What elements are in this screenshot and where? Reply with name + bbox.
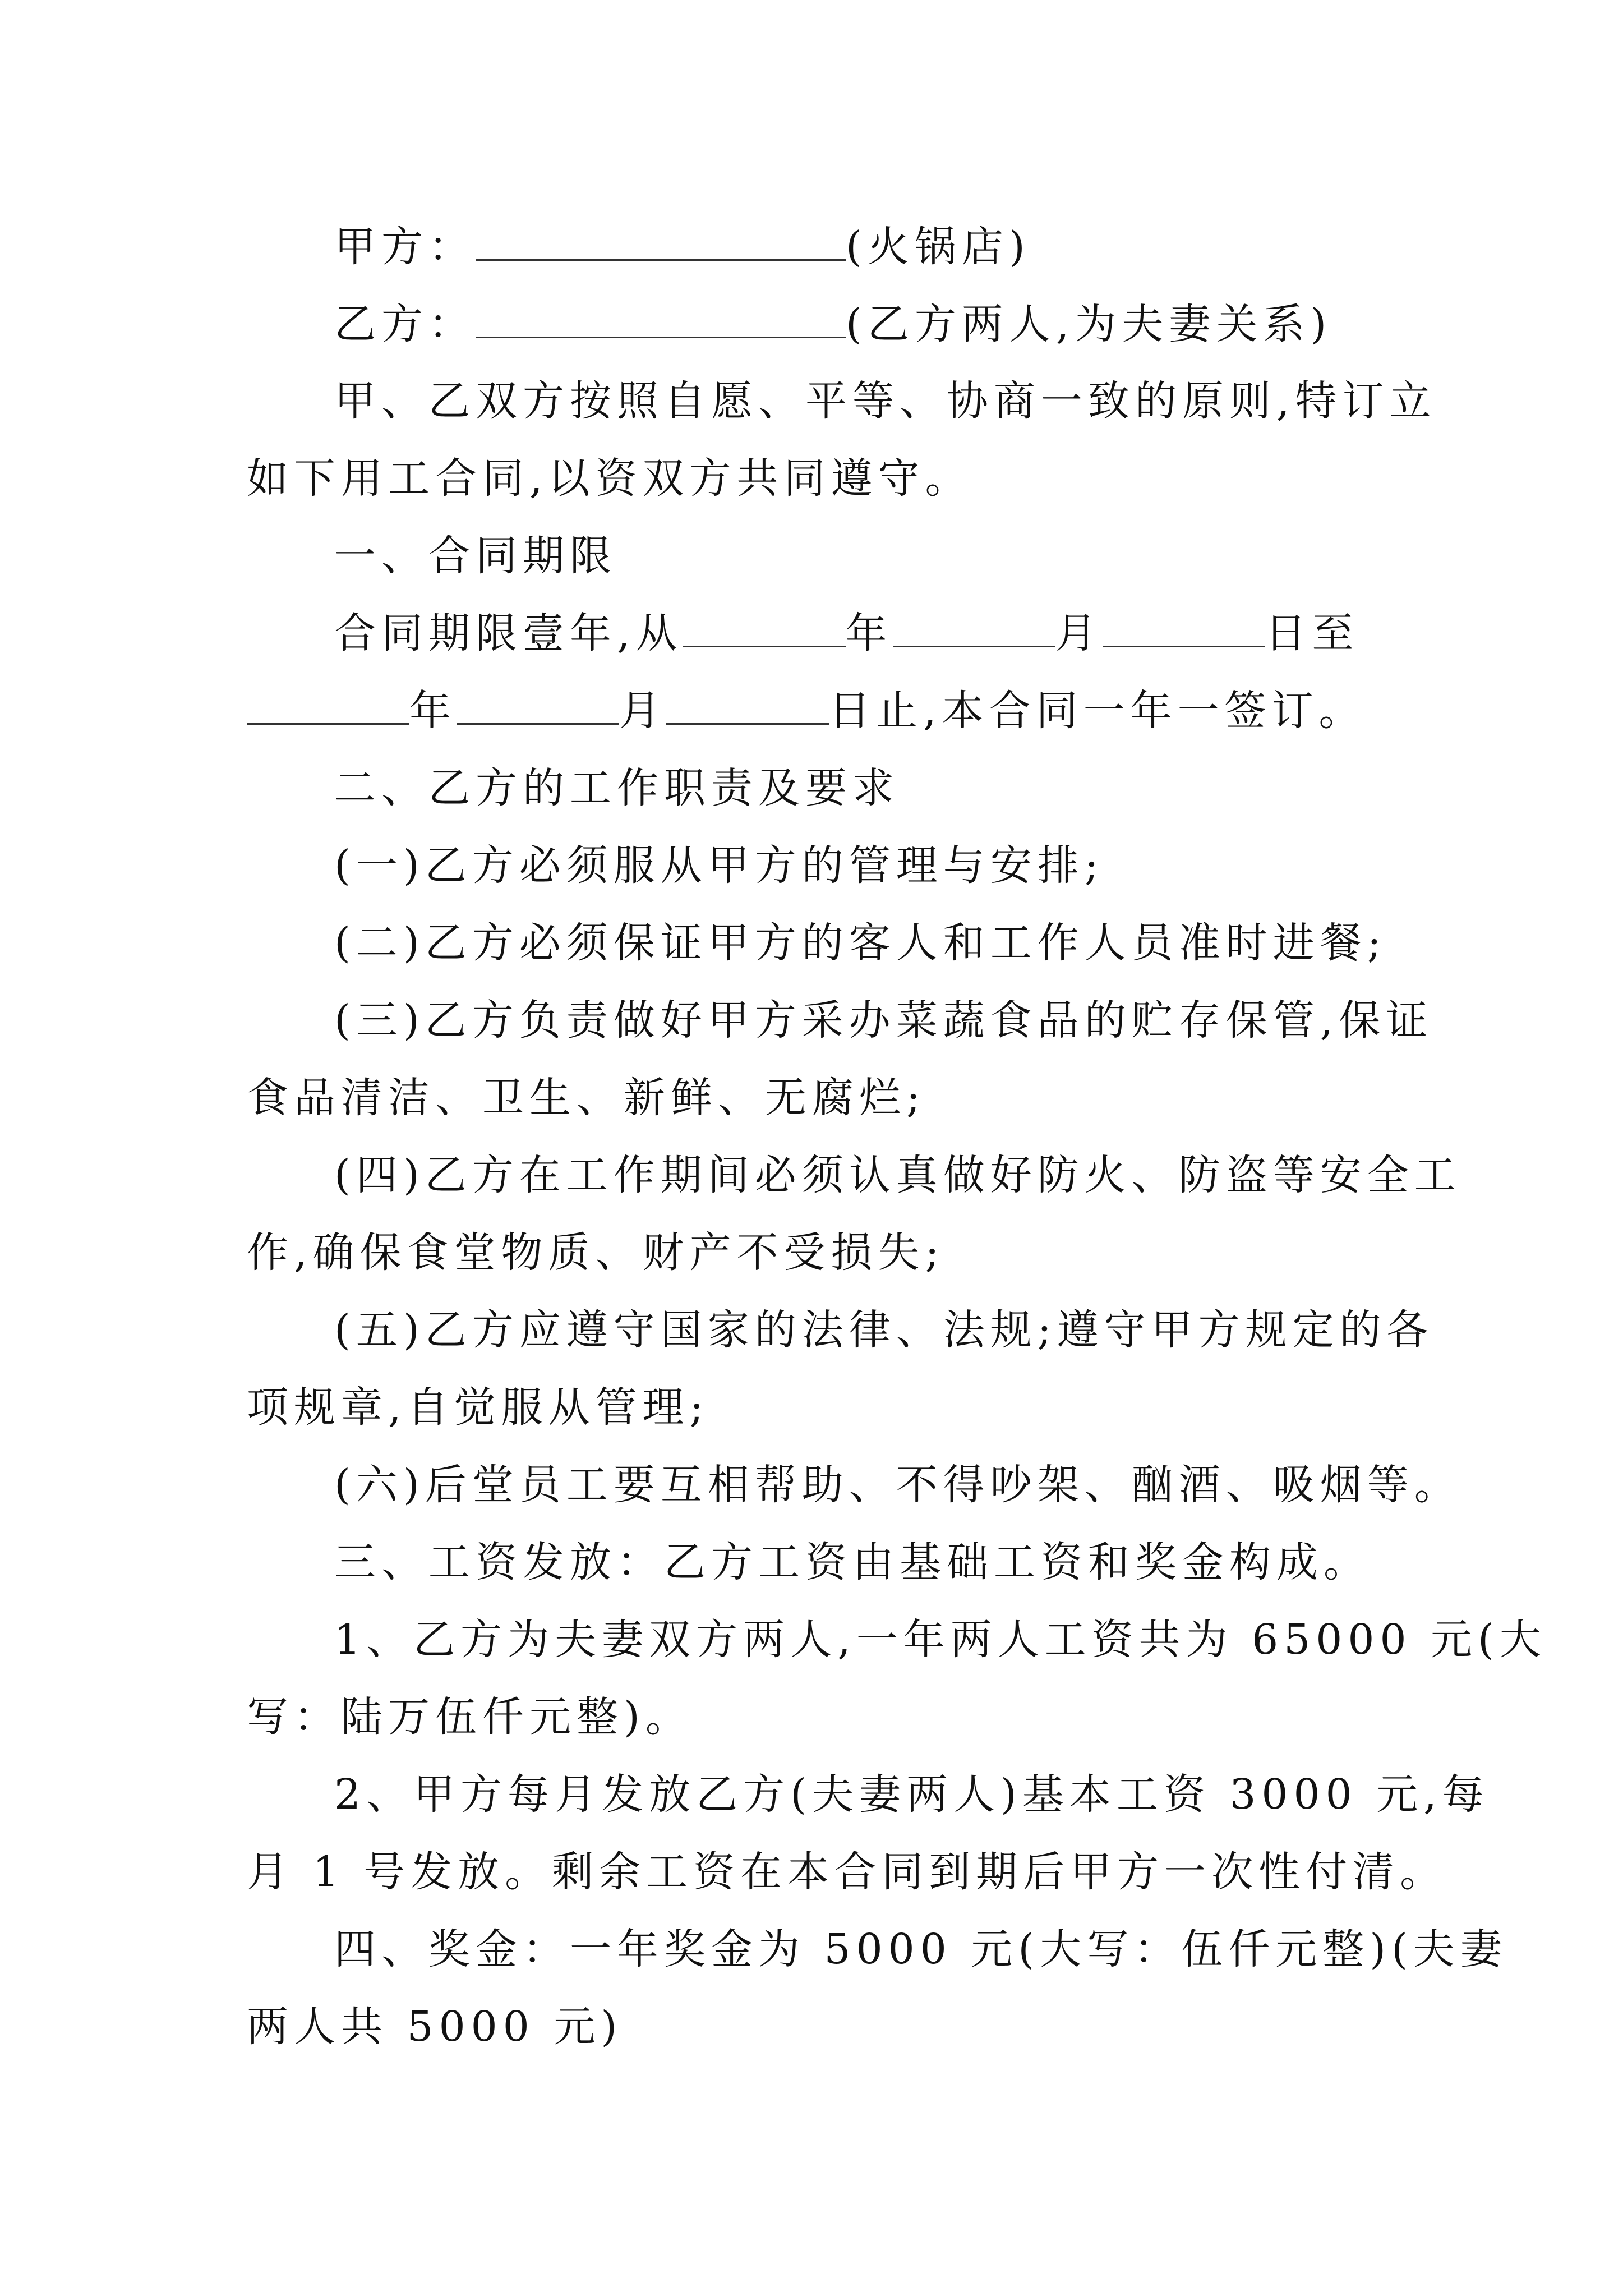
- section3-p1-line-1: 1、乙方为夫妻双方两人,一年两人工资共为 65000 元(大: [334, 1616, 1547, 1664]
- section2-item-4-cont: 作,确保食堂物质、财产不受损失;: [247, 1228, 945, 1277]
- section4-line-1: 四、奖金：一年奖金为 5000 元(大写：伍仟元整)(夫妻: [334, 1925, 1507, 1973]
- intro-line-1: 甲、乙双方按照自愿、平等、协商一致的原则,特订立: [334, 377, 1437, 425]
- term-start-prefix: 合同期限壹年,从: [334, 609, 683, 657]
- section2-title: 二、乙方的工作职责及要求: [334, 764, 900, 812]
- party-b-label: 乙方：: [334, 300, 476, 348]
- section2-item-6: (六)后堂员工要互相帮助、不得吵架、酗酒、吸烟等。: [334, 1461, 1461, 1509]
- section3-p2-line-1: 2、甲方每月发放乙方(夫妻两人)基本工资 3000 元,每: [334, 1770, 1490, 1819]
- section1-line-1: [334, 605, 1359, 661]
- month-label: 月: [619, 687, 666, 735]
- month-label: 月: [1055, 609, 1103, 657]
- section2-item-3: (三)乙方负责做好甲方采办菜蔬食品的贮存保管,保证: [334, 996, 1433, 1045]
- party-a-note: (火锅店): [846, 223, 1031, 271]
- party-a-line: [334, 219, 1031, 275]
- section3-title: 三、工资发放：乙方工资由基础工资和奖金构成。: [334, 1538, 1371, 1586]
- start-day-blank: [1103, 612, 1265, 647]
- year-label: 年: [845, 609, 893, 657]
- intro-line-2: 如下用工合同,以资双方共同遵守。: [247, 454, 972, 503]
- section2-item-1: (一)乙方必须服从甲方的管理与安排;: [334, 841, 1104, 890]
- term-end-suffix: 日止,本合同一年一签订。: [829, 687, 1366, 735]
- party-b-blank: [476, 303, 846, 338]
- term-start-suffix: 日至: [1265, 609, 1359, 657]
- section1-title: 一、合同期限: [334, 532, 617, 580]
- party-a-blank: [476, 226, 846, 261]
- start-month-blank: [893, 612, 1055, 647]
- section1-line-2: [247, 683, 1366, 739]
- section2-item-5: (五)乙方应遵守国家的法律、法规;遵守甲方规定的各: [334, 1306, 1434, 1354]
- section4-line-2: 两人共 5000 元): [247, 2003, 623, 2051]
- party-a-label: 甲方：: [334, 223, 476, 271]
- section2-item-2: (二)乙方必须保证甲方的客人和工作人员准时进餐;: [334, 919, 1387, 967]
- start-year-blank: [683, 612, 846, 647]
- party-b-note: (乙方两人,为夫妻关系): [846, 300, 1332, 348]
- year-label: 年: [409, 687, 457, 735]
- end-month-blank: [457, 689, 619, 725]
- party-b-line: [334, 296, 1332, 352]
- section3-p1-line-2: 写：陆万伍仟元整)。: [247, 1693, 693, 1741]
- section2-item-4: (四)乙方在工作期间必须认真做好防火、防盗等安全工: [334, 1151, 1461, 1199]
- section3-p2-line-2: 月 1 号发放。剩余工资在本合同到期后甲方一次性付清。: [247, 1848, 1447, 1896]
- section2-item-3-cont: 食品清洁、卫生、新鲜、无腐烂;: [247, 1074, 926, 1122]
- section2-item-5-cont: 项规章,自觉服从管理;: [247, 1383, 709, 1432]
- end-day-blank: [666, 689, 829, 725]
- end-year-blank: [247, 689, 409, 725]
